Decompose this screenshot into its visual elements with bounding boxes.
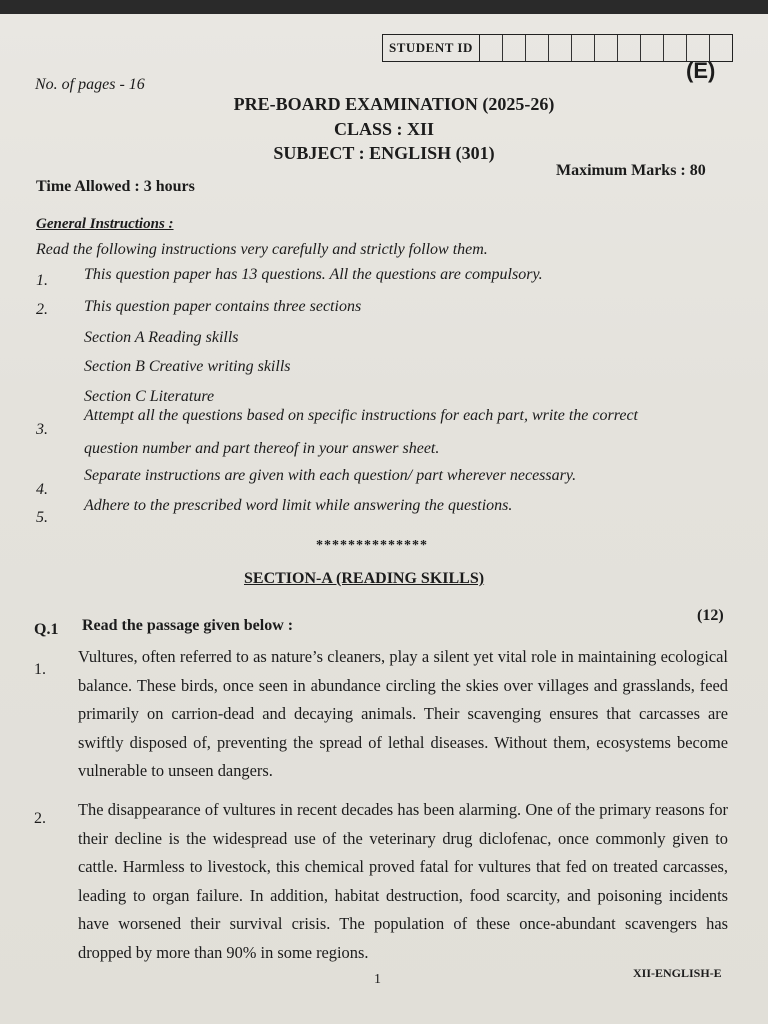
student-id-cell [641, 35, 664, 61]
top-edge [0, 0, 768, 14]
maximum-marks: Maximum Marks : 80 [556, 162, 706, 179]
student-id-cell [480, 35, 503, 61]
instruction-item: Section C Literature [84, 388, 215, 405]
paragraph-number: 2. [34, 810, 46, 827]
instruction-item: Adhere to the prescribed word limit while answering the questions. [84, 497, 513, 514]
section-a-title: SECTION-A (READING SKILLS) [244, 570, 485, 587]
instruction-item: This question paper contains three sections [84, 298, 362, 315]
instruction-number: 5. [36, 509, 48, 526]
class-label: CLASS : XII [333, 119, 435, 139]
instruction-number: 2. [36, 301, 48, 318]
paper-footer-code: XII-ENGLISH-E [633, 966, 722, 980]
student-id-cell [664, 35, 687, 61]
instruction-item: Section A Reading skills [84, 329, 239, 346]
student-id-cell [618, 35, 641, 61]
student-id-cell [526, 35, 549, 61]
question-marks: (12) [697, 607, 724, 624]
instructions-intro: Read the following instructions very carefully and strictly follow them. [36, 241, 488, 258]
instruction-item: Section B Creative writing skills [84, 358, 291, 375]
student-id-cell [595, 35, 618, 61]
instructions-title: General Instructions : [36, 216, 174, 232]
student-id-label: STUDENT ID [383, 35, 480, 61]
paper-code: (E) [686, 58, 716, 83]
subject-label: SUBJECT : ENGLISH (301) [273, 143, 495, 163]
paragraph-number: 1. [34, 661, 46, 678]
time-allowed: Time Allowed : 3 hours [36, 178, 195, 195]
student-id-box [382, 34, 733, 62]
student-id-cell [503, 35, 526, 61]
instruction-item: Separate instructions are given with each question/ part wherever necessary. [84, 467, 577, 484]
separator: ************** [316, 538, 428, 553]
instruction-item: question number and part thereof in your answer sheet. [84, 440, 440, 457]
question-text: Read the passage given below : [82, 617, 294, 634]
instruction-number: 1. [36, 272, 48, 289]
passage-paragraph: Vultures, often referred to as nature’s cleaners, play a silent yet vital role in maintaining ecological balance. These birds, once seen in abundance circling the skies over villages and grasslands, feed primarily on carrion-dead and decaying animals. Their scavenging ensures that carcasses are swiftly disposed of, preventing the spread of lethal diseases. Without them, ecosystems become vulnerable to unseen dangers. [78, 647, 728, 780]
instruction-item: Attempt all the questions based on specific instructions for each part, write the correct [84, 407, 638, 424]
question-number: Q.1 [34, 621, 59, 638]
passage-paragraph: The disappearance of vultures in recent decades has been alarming. One of the primary reasons for their decline is the widespread use of the veterinary drug diclofenac, once commonly given to cattle. Harmless to livestock, this chemical proved fatal for vultures that fed on treated carcasses, leading to organ failure. In addition, habitat destruction, food scarcity, and poisoning incidents have worsened their survival crisis. The population of these once-abundant scavengers has dropped by more than 90% in some regions. [78, 800, 728, 962]
page-number: 1 [374, 972, 381, 987]
instruction-item: This question paper has 13 questions. All the questions are compulsory. [84, 266, 543, 283]
student-id-cell [572, 35, 595, 61]
instruction-number: 4. [36, 481, 48, 498]
student-id-cell [549, 35, 572, 61]
instruction-number: 3. [36, 421, 48, 438]
exam-title: PRE-BOARD EXAMINATION (2025-26) [233, 94, 555, 114]
page-count: No. of pages - 16 [35, 76, 145, 93]
